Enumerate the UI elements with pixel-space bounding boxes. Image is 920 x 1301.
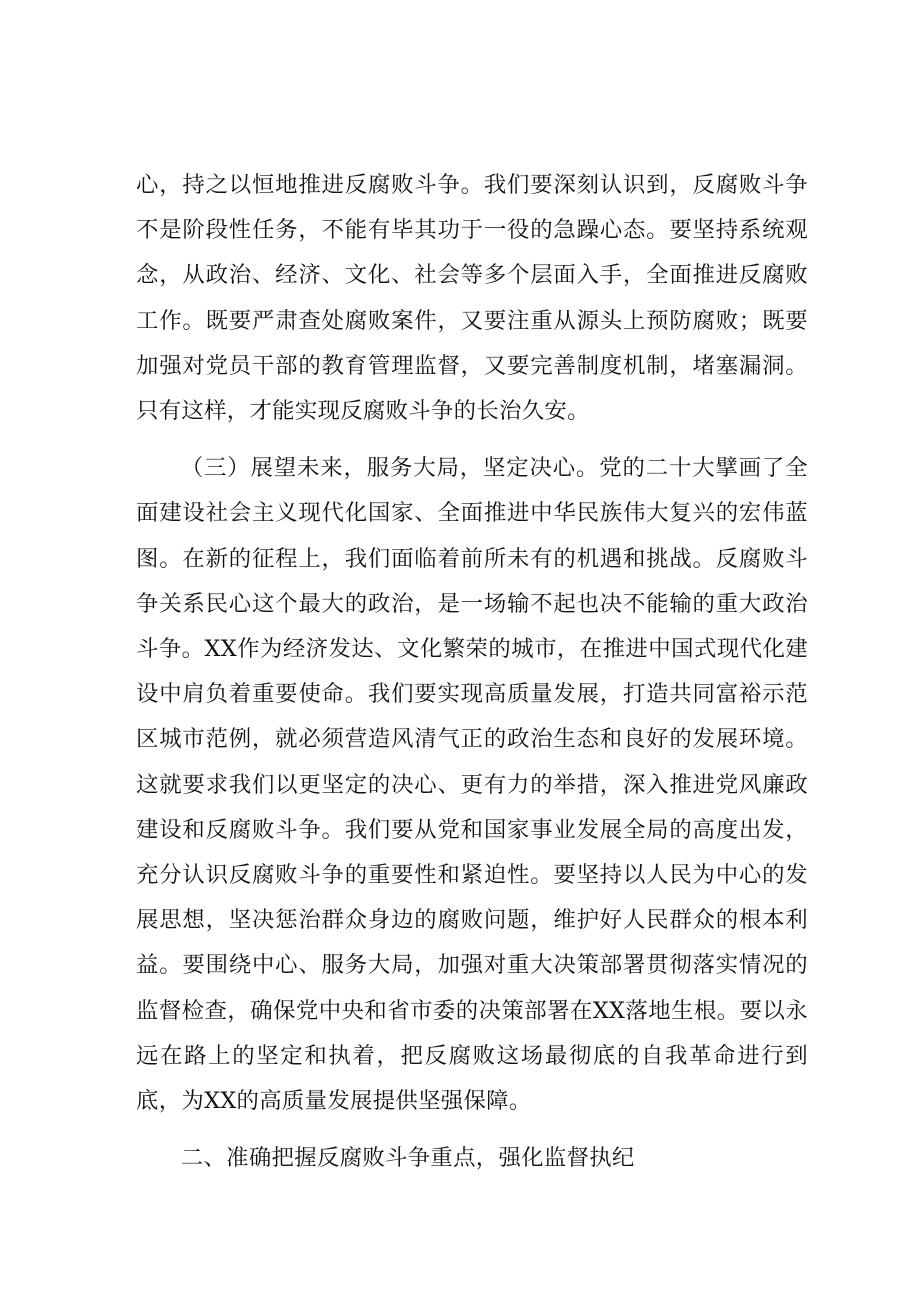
- paragraph-section-three: （三）展望未来，服务大局，坚定决心。党的二十大擘画了全面建设社会主义现代化国家、全面推进中华民族伟大复兴的宏伟蓝图。在新的征程上，我们面临着前所未有的机遇和挑战。反腐败斗争关系民心这个最大的政治，是一场输不起也决不能输的重大政治斗争。XX作为经济发达、文化繁荣的城市，在推进中国式现代化建设中肩负着重要使命。我们要实现高质量发展，打造共同富裕示范区城市范例，就必须营造风清气正的政治生态和良好的发展环境。这就要求我们以更坚定的决心、更有力的举措，深入推进党风廉政建设和反腐败斗争。我们要从党和国家事业发展全局的高度出发，充分认识反腐败斗争的重要性和紧迫性。要坚持以人民为中心的发展思想，坚决惩治群众身边的腐败问题，维护好人民群众的根本利益。要围绕中心、服务大局，加强对重大决策部署贯彻落实情况的监督检查，确保党中央和省市委的决策部署在XX落地生根。要以永远在路上的坚定和执着，把反腐败这场最彻底的自我革命进行到底，为XX的高质量发展提供坚强保障。: [136, 455, 808, 1115]
- paragraph-continuation: 心，持之以恒地推进反腐败斗争。我们要深刻认识到，反腐败斗争不是阶段性任务，不能有毕其功于一役的急躁心态。要坚持系统观念，从政治、经济、文化、社会等多个层面入手，全面推进反腐败工作。既要严肃查处腐败案件，又要注重从源头上预防腐败；既要加强对党员干部的教育管理监督，又要完善制度机制，堵塞漏洞。只有这样，才能实现反腐败斗争的长治久安。: [136, 172, 808, 425]
- document-body: [136, 163, 808, 1181]
- paragraph-spacer: [136, 434, 808, 446]
- paragraph-spacer: [136, 1124, 808, 1136]
- section-heading: 二、准确把握反腐败斗争重点，强化监督执纪: [180, 1145, 635, 1172]
